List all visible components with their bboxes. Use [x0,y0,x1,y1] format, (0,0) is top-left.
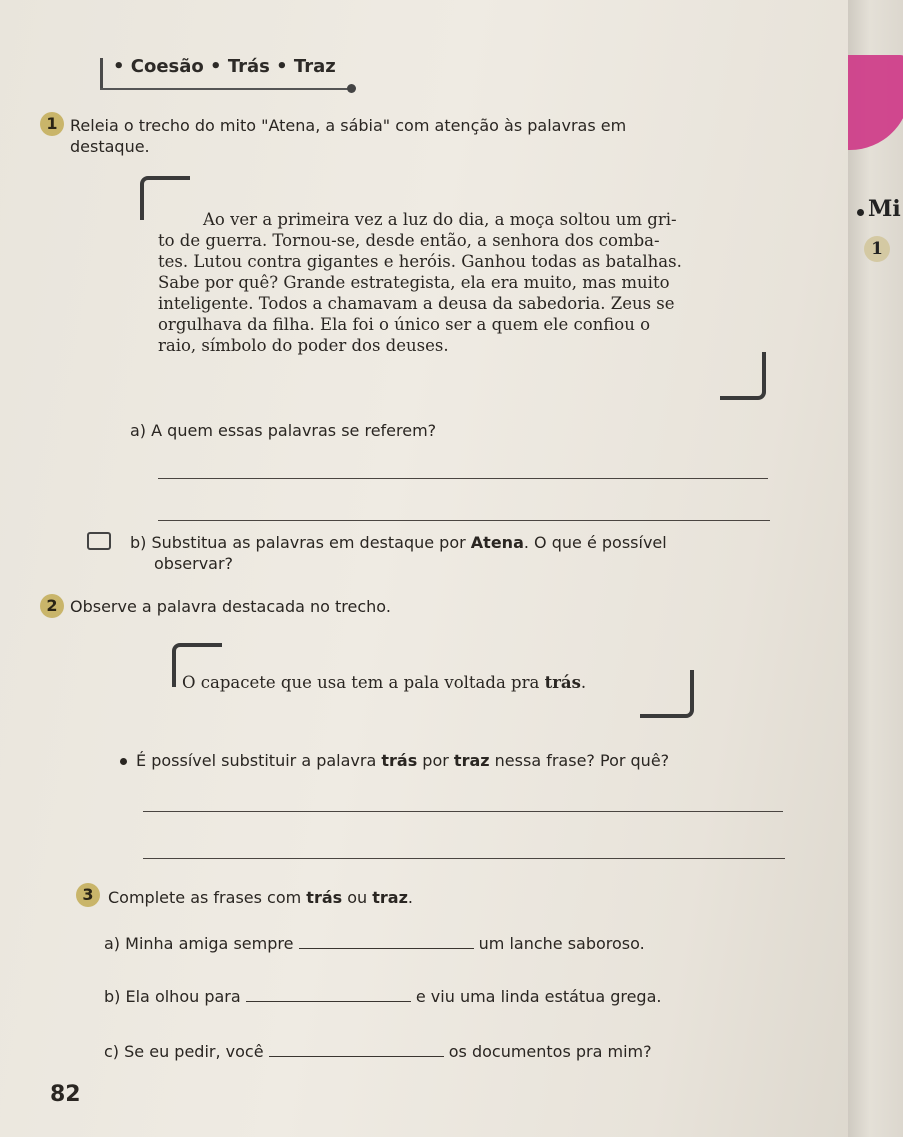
q3a-blank[interactable] [299,948,474,949]
section-title: • Coesão • Trás • Traz [113,56,336,77]
quote-2 [182,672,682,693]
q3a-label: a) [104,934,121,953]
passage-line: inteligente. Todos a chamavam a deusa da sabedoria. Zeus se [158,294,675,313]
question-2-bullet [136,750,776,771]
quote-bracket-close [720,352,766,400]
answer-line-2-2[interactable] [143,858,785,859]
q3b-pre: Ela olhou para [125,987,241,1006]
q3c-label: c) [104,1042,120,1061]
q2-bullet-bold2: traz [453,751,490,770]
question-1-prompt-line2: destaque. [70,137,150,156]
q3-prompt-bold2: traz [372,888,408,907]
answer-line-2-1[interactable] [143,811,783,812]
q3-prompt-bold1: trás [306,888,343,907]
q2-bullet-bold1: trás [381,751,418,770]
question-1b [130,532,770,574]
decorative-pink-shape [848,55,903,150]
question-1a [130,420,436,441]
oral-activity-icon [87,532,111,550]
q3b-post: e viu uma linda estátua grega. [415,987,662,1006]
q2-bullet-post: nessa frase? Por quê? [489,751,670,770]
adjacent-page [848,0,903,1137]
header-underline [100,88,352,90]
passage-line: Ao ver a primeira vez a luz do dia, a moça soltou um gri- [203,210,677,229]
question-2-prompt: Observe a palavra destacada no trecho. [70,597,391,616]
side-number: 1 [864,236,890,262]
bullet-dot [120,758,127,765]
q3b-label: b) [104,987,121,1006]
question-2-number: 2 [40,594,64,618]
q2-bullet-pre: É possível substituir a palavra [136,751,382,770]
question-1b-bold: Atena [470,533,524,552]
q2-bullet-mid: por [417,751,454,770]
side-title: Mi [868,196,901,222]
quote2-bracket-close [640,670,694,718]
passage-line: raio, símbolo do poder dos deuses. [158,336,449,355]
header-dot [347,84,356,93]
myth-passage [158,209,768,356]
quote-2-bold: trás [544,673,581,692]
question-1a-text: A quem essas palavras se referem? [151,421,437,440]
question-1-prompt-line1: Releia o trecho do mito "Atena, a sábia" com atenção às palavras em [70,116,627,135]
question-3a [104,933,645,954]
question-1b-text-pre: Substitua as palavras em destaque por [151,533,471,552]
answer-line-1a-1[interactable] [158,478,768,479]
question-1b-text-post: . O que é possível [523,533,667,552]
page-number: 82 [50,1082,81,1107]
question-1b-label: b) [130,533,147,552]
q3a-pre: Minha amiga sempre [125,934,294,953]
question-3b [104,986,661,1007]
q3c-post: os documentos pra mim? [448,1042,652,1061]
passage-line: Sabe por quê? Grande estrategista, ela era muito, mas muito [158,273,670,292]
q3-prompt-post: . [407,888,414,907]
passage-line: to de guerra. Tornou-se, desde então, a senhora dos comba- [158,231,660,250]
answer-line-1a-2[interactable] [158,520,770,521]
header-line-left [100,58,103,88]
question-3-prompt [108,887,413,908]
question-1-prompt [70,115,760,157]
question-1b-line2: observar? [154,554,234,573]
q3c-pre: Se eu pedir, você [124,1042,264,1061]
q3a-post: um lanche saboroso. [478,934,645,953]
passage-line: tes. Lutou contra gigantes e heróis. Ganhou todas as batalhas. [158,252,682,271]
q3c-blank[interactable] [269,1056,444,1057]
question-1-number: 1 [40,112,64,136]
quote-2-post: . [580,673,587,692]
quote-2-pre: O capacete que usa tem a pala voltada pra [182,673,545,692]
side-bullet [857,209,864,216]
q3b-blank[interactable] [246,1001,411,1002]
passage-line: orgulhava da filha. Ela foi o único ser a quem ele confiou o [158,315,651,334]
question-1a-label: a) [130,421,147,440]
question-3-number: 3 [76,883,100,907]
q3-prompt-pre: Complete as frases com [108,888,307,907]
question-3c [104,1041,652,1062]
q3-prompt-mid: ou [342,888,373,907]
